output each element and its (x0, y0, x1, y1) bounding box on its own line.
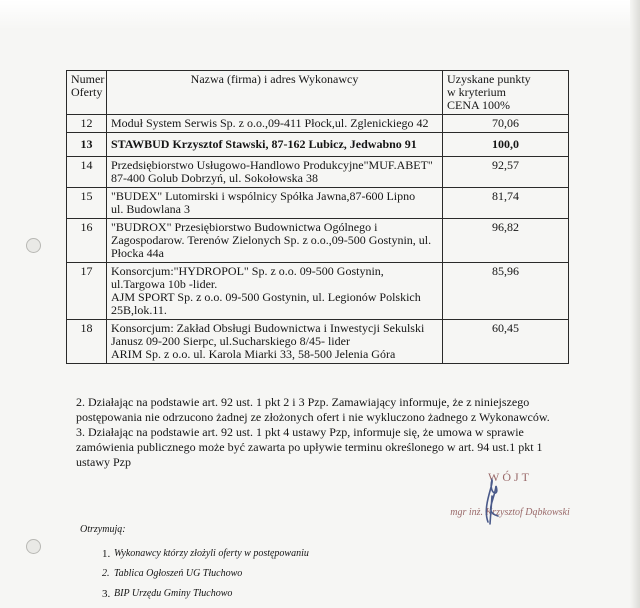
contractor-name: Konsorcjum: Zakład Obsługi Budownictwa i Inwestycji Sekulski Janusz 09-200 Sierpc, ul.Sucharskiego 8/45- lider ARIM Sp. z o.o. ul. Karola Miarki 33, 58-500 Jelenia Góra (107, 320, 443, 364)
offer-number: 12 (67, 115, 107, 133)
list-item-number: 3. (102, 588, 111, 600)
signature-mark (474, 476, 514, 526)
recipients-section (80, 524, 500, 604)
table-row (67, 263, 569, 320)
contractor-name: Przedsiębiorstwo Usługowo-Handlowo Produkcyjne"MUF.ABET" 87-400 Golub Dobrzyń, ul. Sokołowska 38 (107, 157, 443, 188)
table-row-winner (67, 133, 569, 157)
stamp-title: WÓJT (488, 470, 532, 484)
table-row (67, 157, 569, 188)
offer-points: 60,45 (443, 320, 569, 364)
offer-points: 100,0 (443, 133, 569, 157)
punch-hole-top (26, 238, 41, 253)
list-item-text: BIP Urzędu Gminy Tłuchowo (114, 588, 233, 599)
table-row (67, 219, 569, 263)
table-header-row (67, 71, 569, 115)
table-row (67, 115, 569, 133)
list-item (80, 584, 500, 604)
list-item (80, 544, 500, 564)
note-paragraph-2: 2. Działając na podstawie art. 92 ust. 1 pkt 2 i 3 Pzp. Zamawiający informuje, że z niniejszego postępowania nie odrzucono żadnej ze złożonych ofert i nie wykluczono żadnego z Wykonawców. (76, 395, 550, 424)
offer-points: 70,06 (443, 115, 569, 133)
offer-points: 81,74 (443, 188, 569, 219)
table-row (67, 320, 569, 364)
contractor-name: "BUDROX" Przesiębiorstwo Budownictwa Ogólnego i Zagospodarow. Terenów Zielonych Sp. z o.o.,09-500 Gostynin, ul. Płocka 44a (107, 219, 443, 263)
recipients-label: Otrzymują: (80, 524, 126, 535)
offer-number: 17 (67, 263, 107, 320)
offer-number: 13 (67, 133, 107, 157)
notes-section (76, 395, 556, 470)
offers-table (66, 70, 569, 364)
list-item-text: Wykonawcy którzy złożyli oferty w postępowaniu (114, 548, 309, 559)
note-paragraph-3: 3. Działając na podstawie art. 92 ust. 1 pkt 4 ustawy Pzp, informuje się, że umowa w sprawie zamówienia publicznego może być zawarta po upływie terminu określonego w art. 94 ust.1 pkt 1 ustawy Pzp (76, 425, 543, 469)
offer-number: 18 (67, 320, 107, 364)
stamp-name: mgr inż. Krzysztof Dąbkowski (450, 507, 570, 518)
offer-number: 15 (67, 188, 107, 219)
contractor-name: STAWBUD Krzysztof Stawski, 87-162 Lubicz, Jedwabno 91 (107, 133, 443, 157)
offer-points: 92,57 (443, 157, 569, 188)
header-offer-number: Numer Oferty (67, 71, 107, 115)
offer-number: 16 (67, 219, 107, 263)
offer-points: 85,96 (443, 263, 569, 320)
page-top-edge (0, 0, 640, 30)
page-right-edge (630, 0, 640, 608)
recipients-list (80, 544, 500, 604)
contractor-name: "BUDEX" Lutomirski i wspólnicy Spółka Jawna,87-600 Lipno ul. Budowlana 3 (107, 188, 443, 219)
offer-points: 96,82 (443, 219, 569, 263)
list-item-number: 2. (102, 568, 110, 579)
contractor-name: Moduł System Serwis Sp. z o.o.,09-411 Płock,ul. Zglenickiego 42 (107, 115, 443, 133)
contractor-name: Konsorcjum:"HYDROPOL" Sp. z o.o. 09-500 Gostynin, ul.Targowa 10b -lider. AJM SPORT Sp. z o.o. 09-500 Gostynin, ul. Legionów Polskich 25B,lok.11. (107, 263, 443, 320)
header-contractor-name: Nazwa (firma) i adres Wykonawcy (107, 71, 443, 115)
list-item-text: Tablica Ogłoszeń UG Tłuchowo (114, 568, 243, 579)
list-item (80, 564, 500, 584)
list-item-number: 1. (102, 548, 111, 560)
header-points: Uzyskane punkty w kryterium CENA 100% (443, 71, 569, 115)
punch-hole-bottom (26, 539, 41, 554)
offer-number: 14 (67, 157, 107, 188)
table-row (67, 188, 569, 219)
